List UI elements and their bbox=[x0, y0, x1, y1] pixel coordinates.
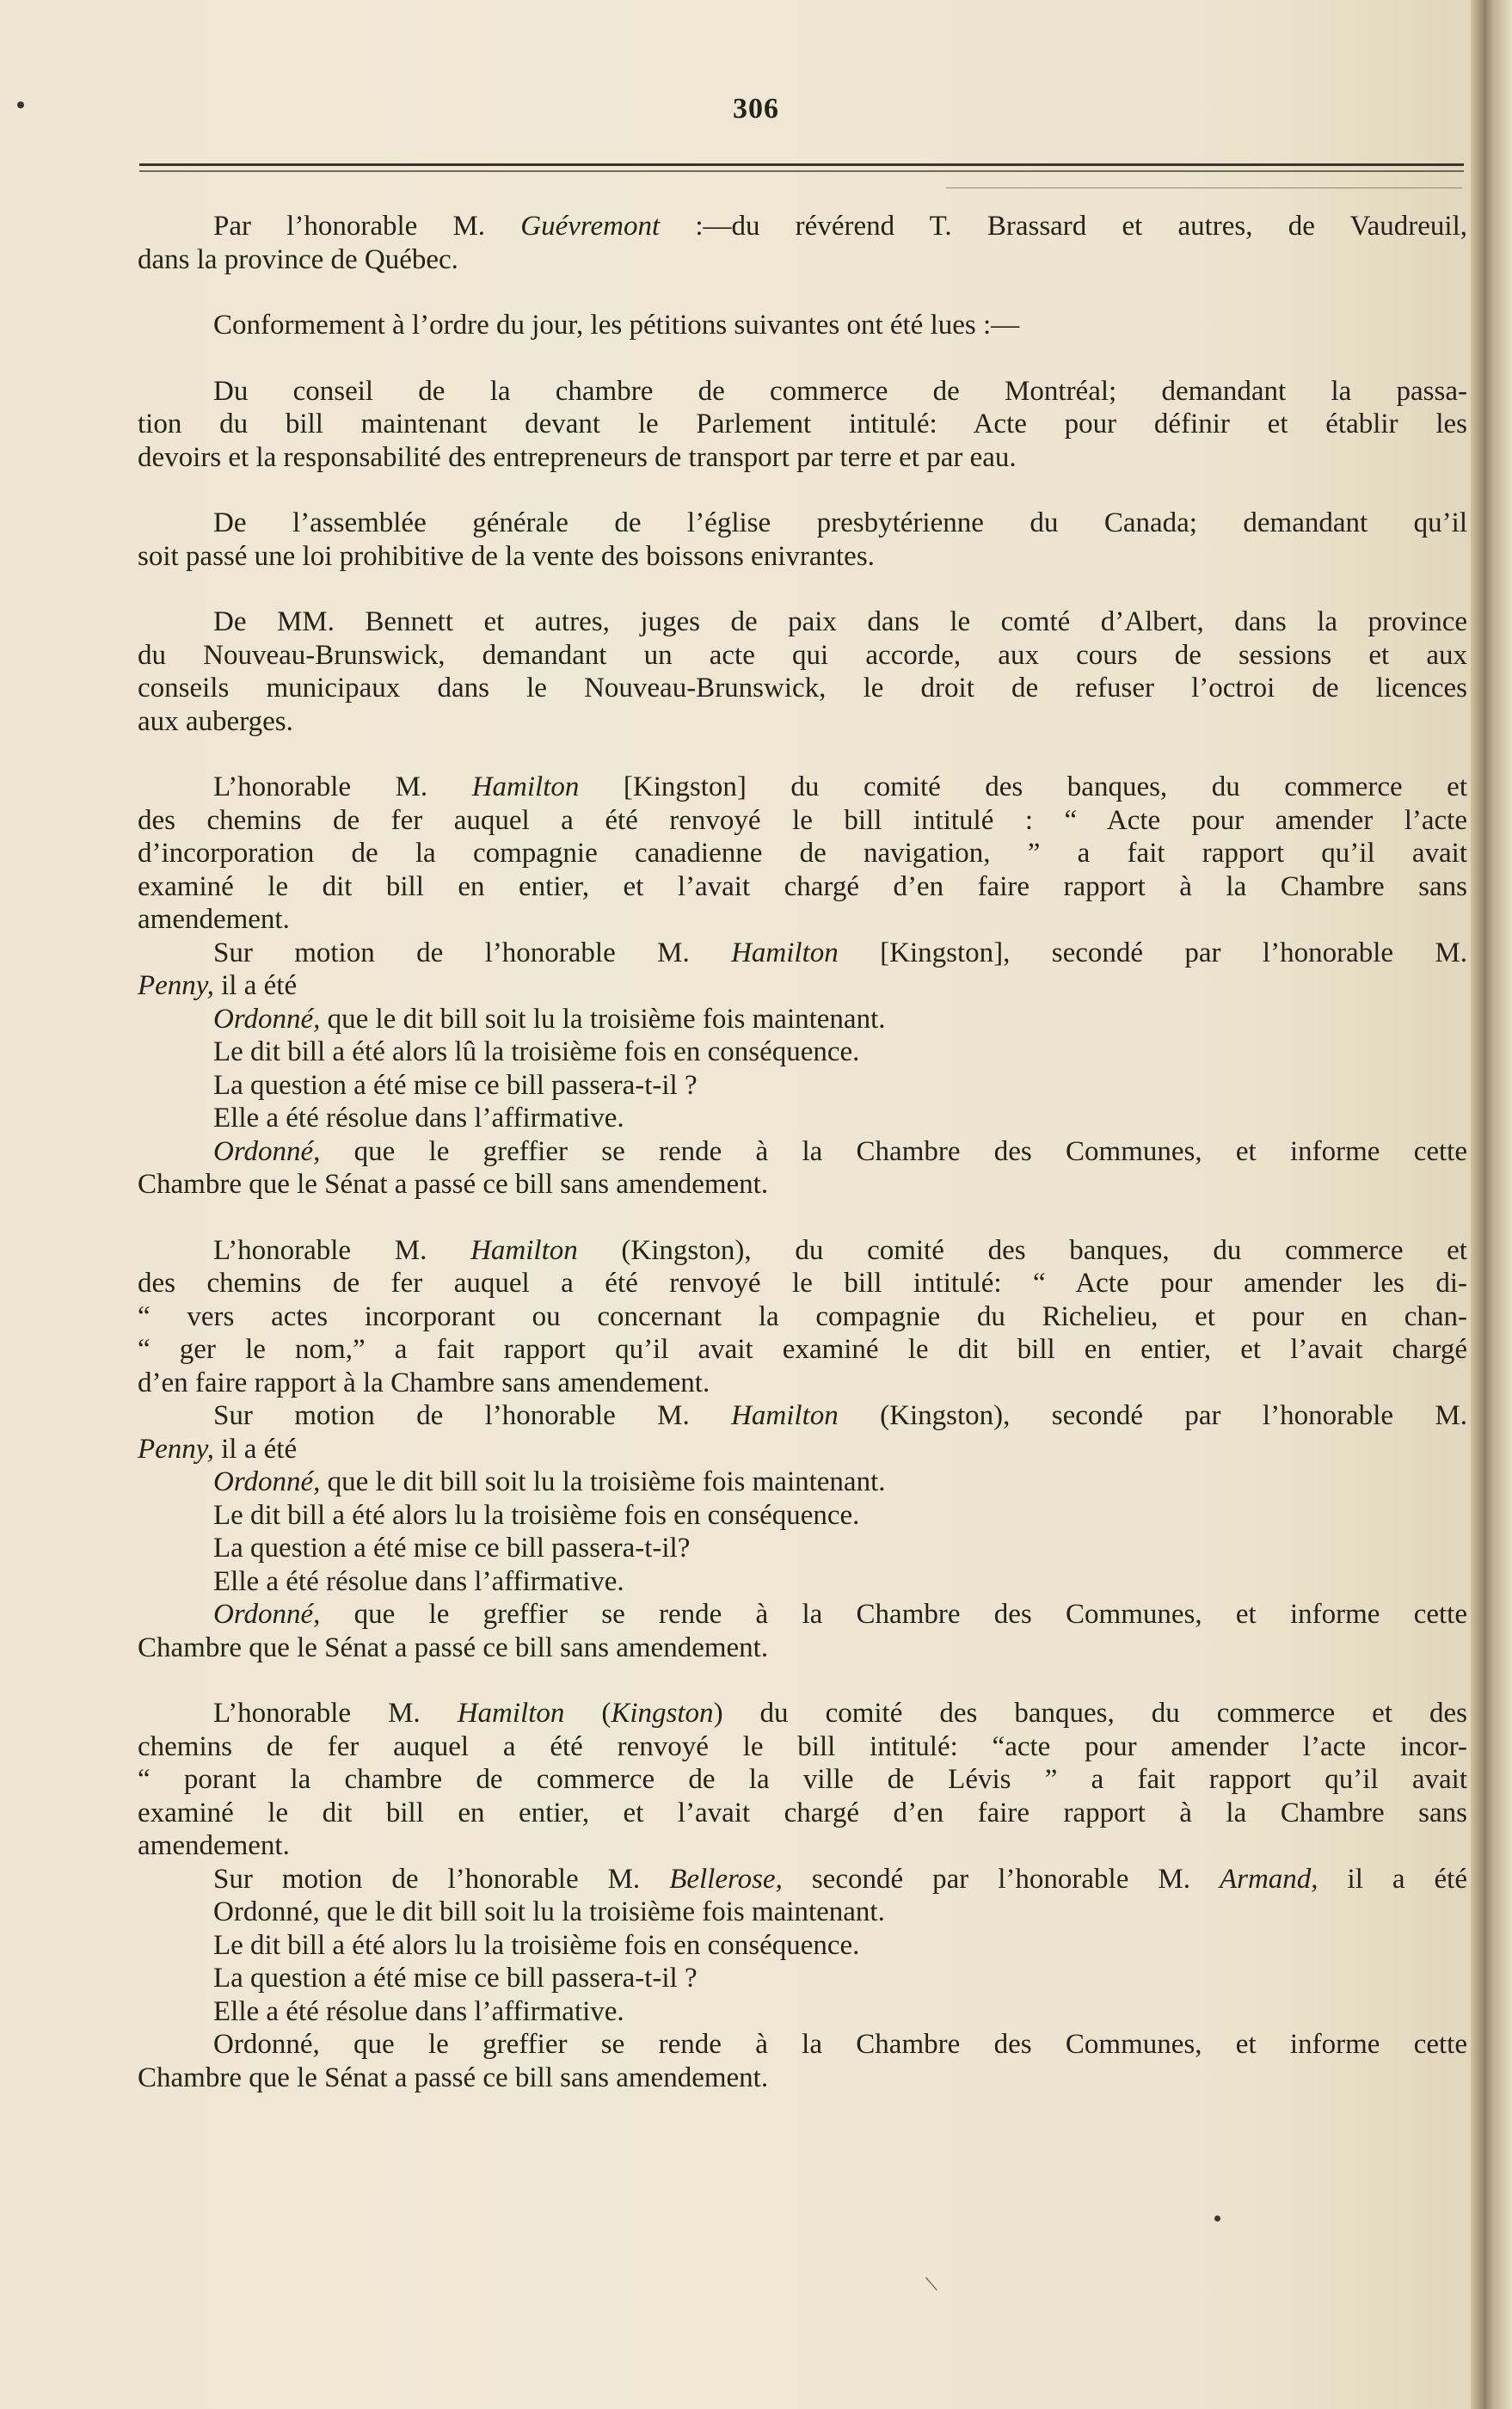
text-line: examiné le dit bill en entier, et l’avait chargé d’en faire rapport à la Chambre sans bbox=[138, 870, 1467, 902]
text-line: soit passé une loi prohibitive de la vente des boissons enivrantes. bbox=[138, 540, 875, 572]
text-line: Elle a été résolue dans l’affirmative. bbox=[213, 1995, 624, 2027]
text-line: Le dit bill a été alors lu la troisième fois en conséquence. bbox=[213, 1929, 860, 1961]
text-line: Conformement à l’ordre du jour, les pétitions suivantes ont été lues :— bbox=[213, 310, 1020, 341]
member-name: Hamilton bbox=[471, 771, 580, 802]
ink-speck bbox=[1214, 2215, 1220, 2222]
text-line: L’honorable M. Hamilton (Kingston) du comité des banques, du commerce et des bbox=[213, 1698, 1467, 1729]
text-line: Sur motion de l’honorable M. Bellerose, secondé par l’honorable M. Armand, il a été bbox=[213, 1863, 1467, 1895]
member-name: Guévremont bbox=[520, 211, 661, 242]
text-line: du Nouveau-Brunswick, demandant un acte qui accorde, aux cours de sessions et aux bbox=[138, 639, 1467, 671]
text-line: Elle a été résolue dans l’affirmative. bbox=[213, 1565, 624, 1597]
text-line: amendement. bbox=[138, 1830, 290, 1861]
page-body bbox=[138, 210, 1467, 2094]
committee-report-1 bbox=[138, 771, 1467, 1201]
text-line: Le dit bill a été alors lu la troisième fois en conséquence. bbox=[213, 1499, 860, 1531]
text-line: Par l’honorable M. Guévremont :—du révérend T. Brassard et autres, de Vaudreuil, bbox=[213, 211, 1467, 242]
member-name: Penny, bbox=[138, 970, 214, 1001]
committee-report-3 bbox=[138, 1697, 1467, 2094]
text-line: Sur motion de l’honorable M. Hamilton [Kingston], secondé par l’honorable M. bbox=[213, 937, 1467, 968]
member-name: Hamilton bbox=[470, 1234, 578, 1266]
text-line: des chemins de fer auquel a été renvoyé le bill intitulé: “ Acte pour amender les di- bbox=[138, 1268, 1467, 1299]
text-line: aux auberges. bbox=[138, 705, 293, 737]
header-rule-faint bbox=[946, 187, 1462, 188]
text-line: amendement. bbox=[138, 904, 290, 935]
text-line: Le dit bill a été alors lû la troisième fois en conséquence. bbox=[213, 1036, 860, 1067]
header-rule-secondary bbox=[139, 170, 1464, 172]
header-rule bbox=[139, 163, 1464, 166]
text-line: chemins de fer auquel a été renvoyé le bill intitulé: “acte pour amender l’acte incor- bbox=[138, 1730, 1467, 1762]
page-number: 306 bbox=[733, 93, 779, 125]
member-name: Penny, bbox=[138, 1433, 214, 1465]
text-line: Elle a été résolue dans l’affirmative. bbox=[213, 1103, 624, 1134]
text-line: Ordonné, que le dit bill soit lu la troisième fois maintenant. bbox=[213, 1466, 886, 1497]
order-of-day bbox=[138, 309, 1467, 342]
text-line: Ordonné, que le greffier se rende à la Chambre des Communes, et informe cette bbox=[213, 2029, 1467, 2060]
text-line: d’incorporation de la compagnie canadienne de navigation, ” a fait rapport qu’il avait bbox=[138, 838, 1467, 869]
member-name: Hamilton bbox=[731, 1400, 839, 1431]
text-line: Penny, il a été bbox=[138, 970, 298, 1001]
text-line: L’honorable M. Hamilton [Kingston] du comité des banques, du commerce et bbox=[213, 771, 1467, 802]
page-binding-edge bbox=[1471, 0, 1512, 2409]
margin-speck bbox=[17, 101, 24, 108]
text-line: conseils municipaux dans le Nouveau-Brunswick, le droit de refuser l’octroi de licences bbox=[138, 673, 1467, 704]
text-line: Penny, il a été bbox=[138, 1433, 298, 1465]
member-name: Bellerose, bbox=[669, 1863, 783, 1895]
text-line: “ ger le nom,” a fait rapport qu’il avait examiné le dit bill en entier, et l’avait chargé bbox=[138, 1334, 1467, 1365]
petition-presented bbox=[138, 210, 1467, 276]
text-line: Ordonné, que le greffier se rende à la Chambre des Communes, et informe cette bbox=[213, 1135, 1467, 1167]
text-line: devoirs et la responsabilité des entrepreneurs de transport par terre et par eau. bbox=[138, 441, 1017, 473]
text-line: Chambre que le Sénat a passé ce bill sans amendement. bbox=[138, 1632, 769, 1663]
text-line: Ordonné, que le dit bill soit lu la troisième fois maintenant. bbox=[213, 1003, 886, 1035]
text-line: De l’assemblée générale de l’église presbytérienne du Canada; demandant qu’il bbox=[213, 507, 1467, 538]
text-line: des chemins de fer auquel a été renvoyé le bill intitulé : “ Acte pour amender l’acte bbox=[138, 804, 1467, 836]
petition-3 bbox=[138, 605, 1467, 738]
text-line: Chambre que le Sénat a passé ce bill sans amendement. bbox=[138, 2062, 769, 2093]
text-line: De MM. Bennett et autres, juges de paix dans le comté d’Albert, dans la province bbox=[213, 606, 1467, 637]
text-line: Ordonné, que le dit bill soit lu la troisième fois maintenant. bbox=[213, 1896, 885, 1927]
text-line: La question a été mise ce bill passera-t-il? bbox=[213, 1533, 691, 1564]
text-line: Ordonné, que le greffier se rende à la Chambre des Communes, et informe cette bbox=[213, 1599, 1467, 1630]
text-line: “ vers actes incorporant ou concernant la compagnie du Richelieu, et pour en chan- bbox=[138, 1300, 1467, 1332]
pencil-mark: / bbox=[919, 2274, 945, 2294]
petition-1 bbox=[138, 375, 1467, 475]
text-line: d’en faire rapport à la Chambre sans amendement. bbox=[138, 1367, 710, 1398]
text-line: Chambre que le Sénat a passé ce bill sans amendement. bbox=[138, 1169, 769, 1200]
text-line: tion du bill maintenant devant le Parlement intitulé: Acte pour définir et établir les bbox=[138, 409, 1467, 439]
text-line: La question a été mise ce bill passera-t-il ? bbox=[213, 1963, 698, 1994]
text-line: Sur motion de l’honorable M. Hamilton (Kingston), secondé par l’honorable M. bbox=[213, 1400, 1467, 1431]
text-line: “ porant la chambre de commerce de la ville de Lévis ” a fait rapport qu’il avait bbox=[138, 1764, 1467, 1795]
text-line: dans la province de Québec. bbox=[138, 243, 458, 275]
text-line: La question a été mise ce bill passera-t-il ? bbox=[213, 1069, 698, 1101]
petition-2 bbox=[138, 507, 1467, 573]
text-line: Du conseil de la chambre de commerce de Montréal; demandant la passa- bbox=[213, 375, 1467, 407]
text-line: L’honorable M. Hamilton (Kingston), du comité des banques, du commerce et bbox=[213, 1234, 1467, 1266]
member-name: Armand, bbox=[1219, 1863, 1318, 1895]
member-name: Hamilton bbox=[731, 937, 839, 968]
text-line: examiné le dit bill en entier, et l’avait chargé d’en faire rapport à la Chambre sans bbox=[138, 1797, 1467, 1828]
committee-report-2 bbox=[138, 1234, 1467, 1665]
member-name: Hamilton bbox=[457, 1698, 565, 1729]
